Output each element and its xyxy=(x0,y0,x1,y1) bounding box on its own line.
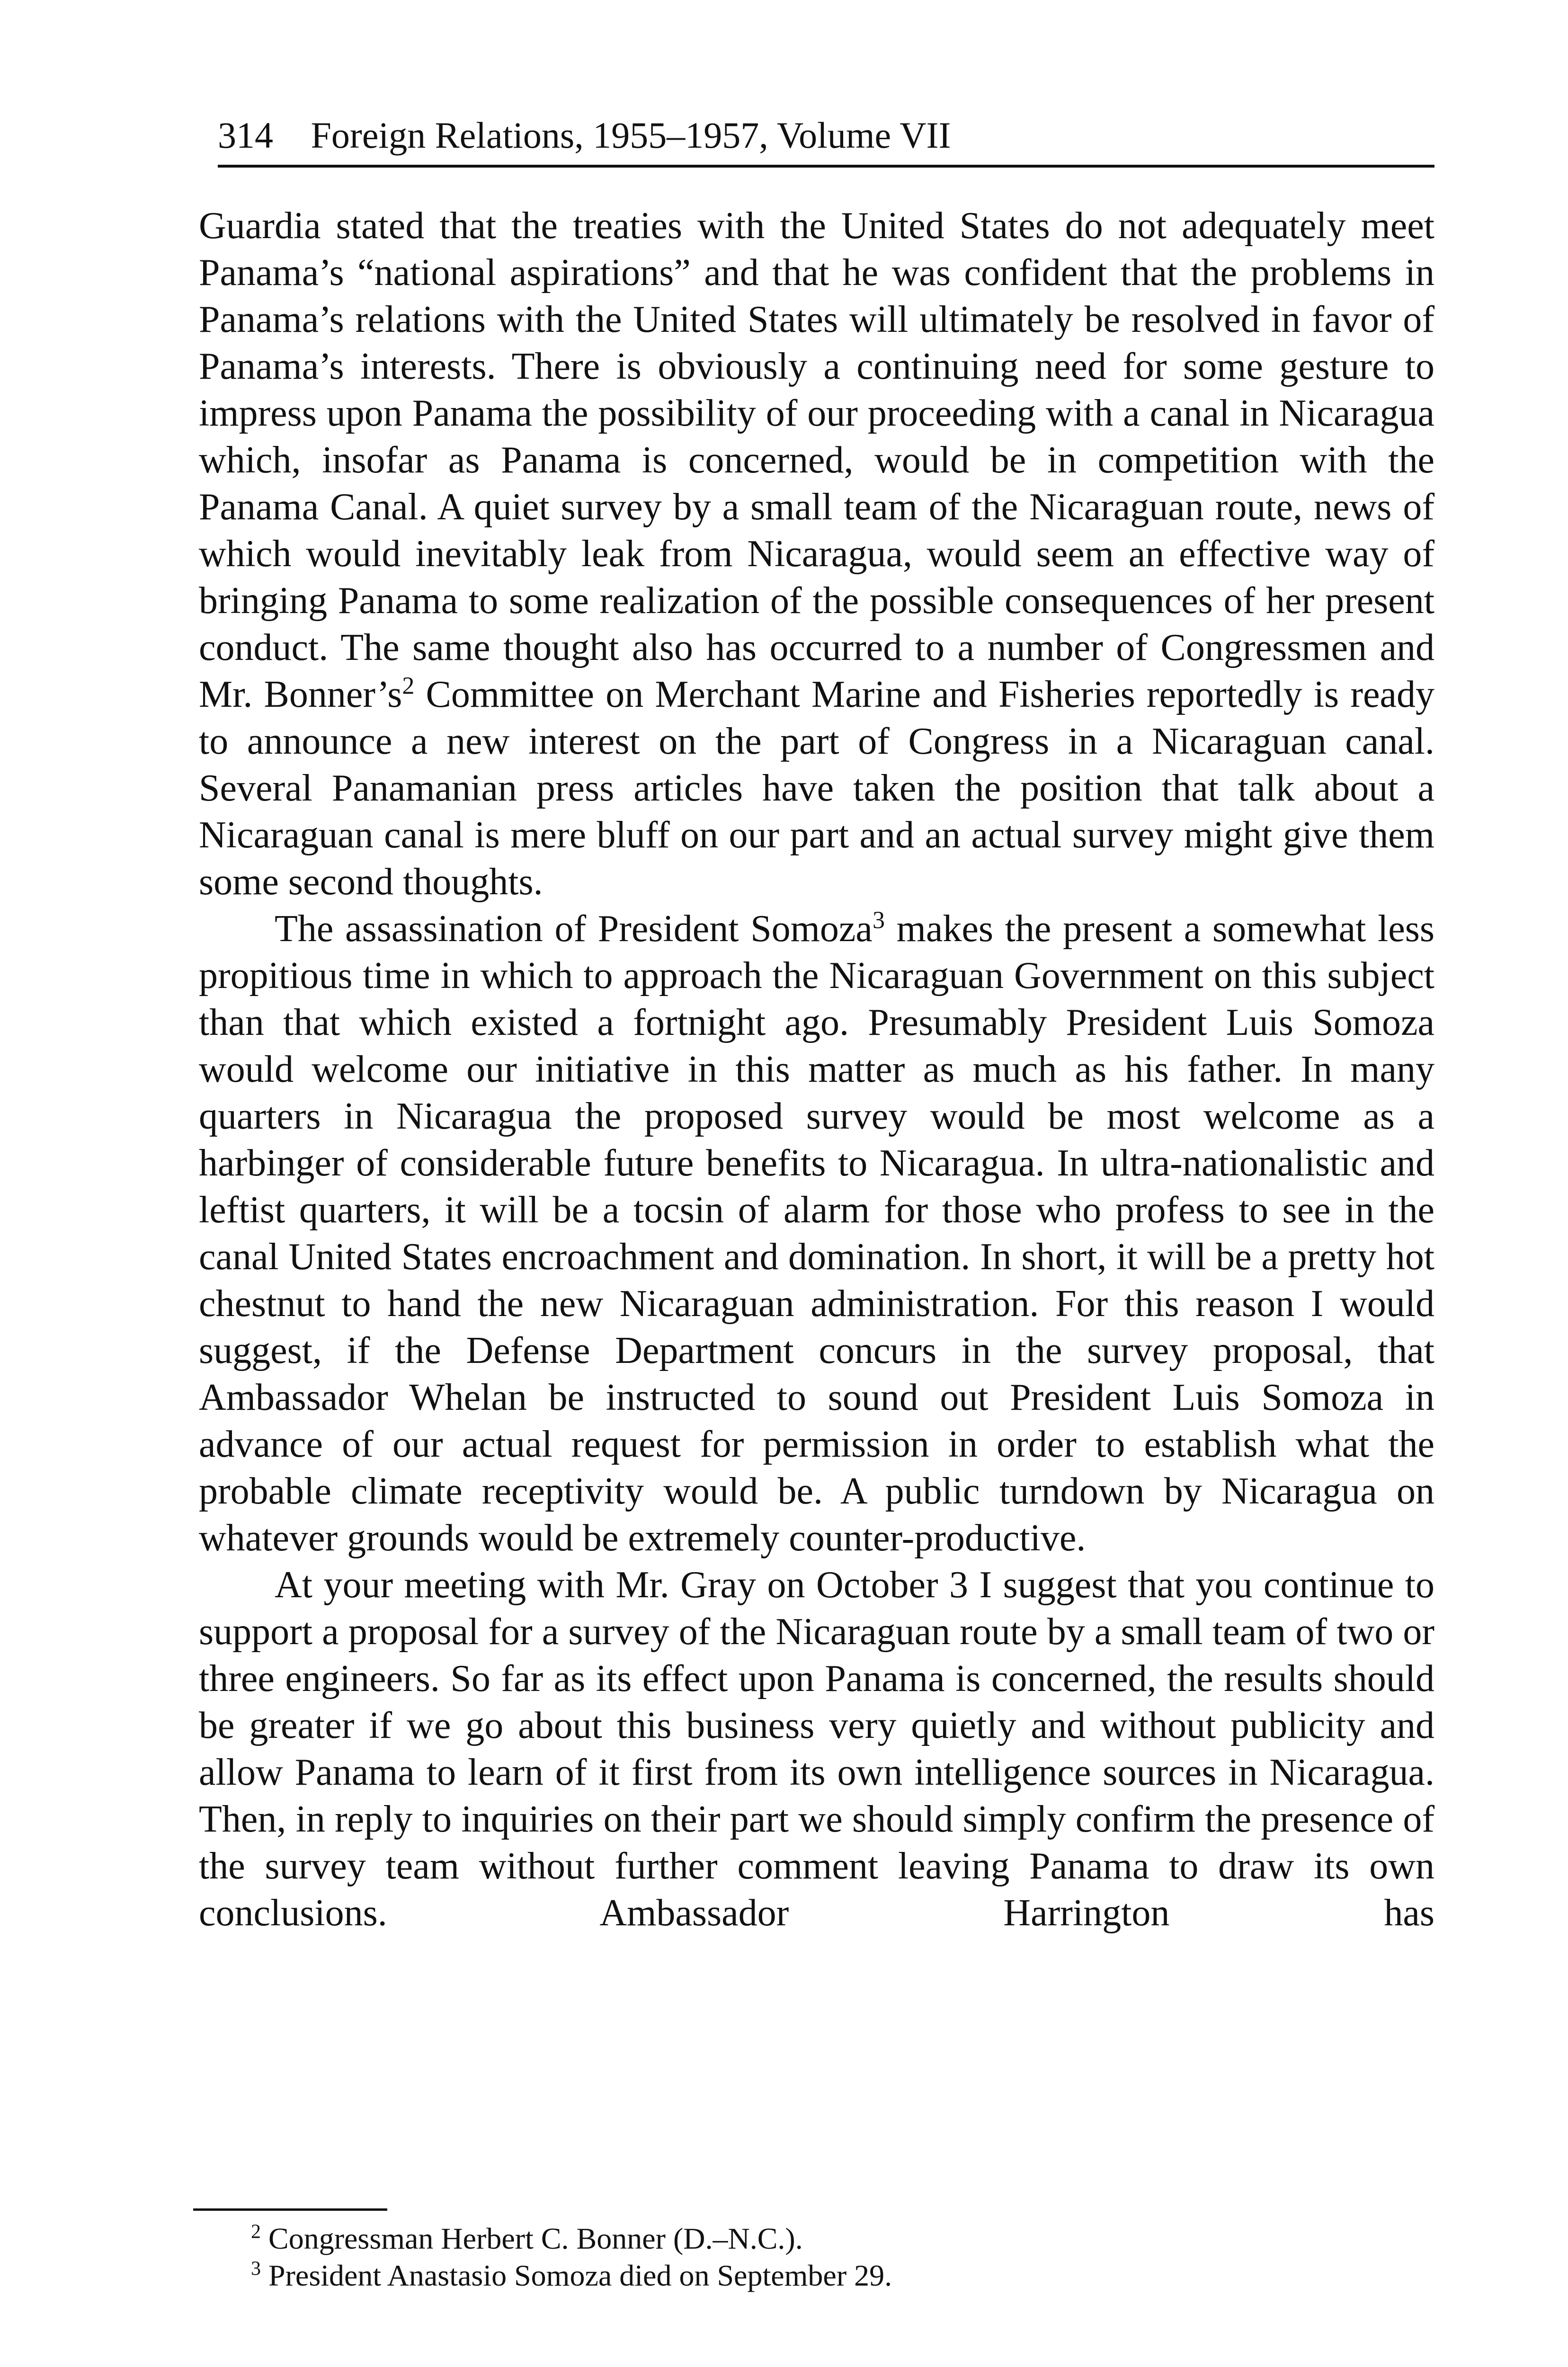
footnotes xyxy=(251,2220,1411,2294)
footnote-2 xyxy=(251,2220,1411,2257)
running-head-title: Foreign Relations, 1955–1957, Volume VII xyxy=(311,115,951,156)
footnote-divider xyxy=(193,2208,387,2211)
body-text xyxy=(199,203,1434,1937)
page-number: 314 xyxy=(218,115,273,156)
paragraph-1-text-b: Committee on Merchant Marine and Fisheries reportedly is ready to announce a new interest on the part of Congress in a Nicaraguan canal. Several Panamanian press articles have taken the position that talk about a Nicaraguan canal is mere bluff on our part and an actual survey might give them some second thoughts. xyxy=(199,674,1434,903)
footnote-2-marker: 2 xyxy=(251,2221,261,2243)
footnote-3-text: President Anastasio Somoza died on September 29. xyxy=(261,2259,892,2292)
footnote-3-marker: 3 xyxy=(251,2258,261,2280)
footnote-3 xyxy=(251,2257,1411,2294)
footnote-ref-2: 2 xyxy=(402,672,415,700)
footnote-2-text: Congressman Herbert C. Bonner (D.–N.C.). xyxy=(261,2222,803,2255)
paragraph-2-text-b: makes the present a somewhat less propitious time in which to approach the Nicaraguan Government on this subject than that which existed a fortnight ago. Presumably President Luis Somoza would welcome our initiative in this matter as much as his father. In many quarters in Nicaragua the proposed survey would be most welcome as a harbinger of considerable future benefits to Nicaragua. In ultra-nationalistic and leftist quarters, it will be a tocsin of alarm for those who profess to see in the canal United States encroachment and domination. In short, it will be a pretty hot chestnut to hand the new Nicaraguan administration. For this reason I would suggest, if the Defense Department concurs in the survey proposal, that Ambassador Whelan be instructed to sound out President Luis Somoza in advance of our actual request for permission in order to establish what the probable climate receptivity would be. A public turndown by Nicaragua on whatever grounds would be extremely counter-productive. xyxy=(199,908,1435,1559)
paragraph-2 xyxy=(199,906,1434,1562)
paragraph-3: At your meeting with Mr. Gray on October 3 I suggest that you continue to support a proposal for a survey of the Nicaraguan route by a small team of two or three engineers. So far as its effect upon Panama is concerned, the results should be greater if we go about this business very quietly and without publicity and allow Panama to learn of it first from its own intelligence sources in Nicaragua. Then, in reply to inquiries on their part we should simply confirm the presence of the survey team without further comment leaving Panama to draw its own conclusions. Ambassador Harrington has xyxy=(199,1564,1434,1934)
paragraph-2-text-a: The assassination of President Somoza xyxy=(275,908,873,950)
paragraph-1 xyxy=(199,203,1434,906)
running-head xyxy=(218,113,1434,168)
paragraph-1-text-a: Guardia stated that the treaties with the United States do not adequately meet Panama’s “national aspirations” and that he was confident that the problems in Panama’s relations with the United States will ultimately be resolved in favor of Panama’s interests. There is obviously a continuing need for some gesture to impress upon Panama the possibility of our proceeding with a canal in Nicaragua which, insofar as Panama is concerned, would be in competition with the Panama Canal. A quiet survey by a small team of the Nicaraguan route, news of which would inevitably leak from Nicaragua, would seem an effective way of bringing Panama to some realization of the possible consequences of her present conduct. The same thought also has occurred to a number of Congressmen and Mr. Bonner’s xyxy=(199,205,1434,715)
footnote-ref-3: 3 xyxy=(872,907,885,934)
